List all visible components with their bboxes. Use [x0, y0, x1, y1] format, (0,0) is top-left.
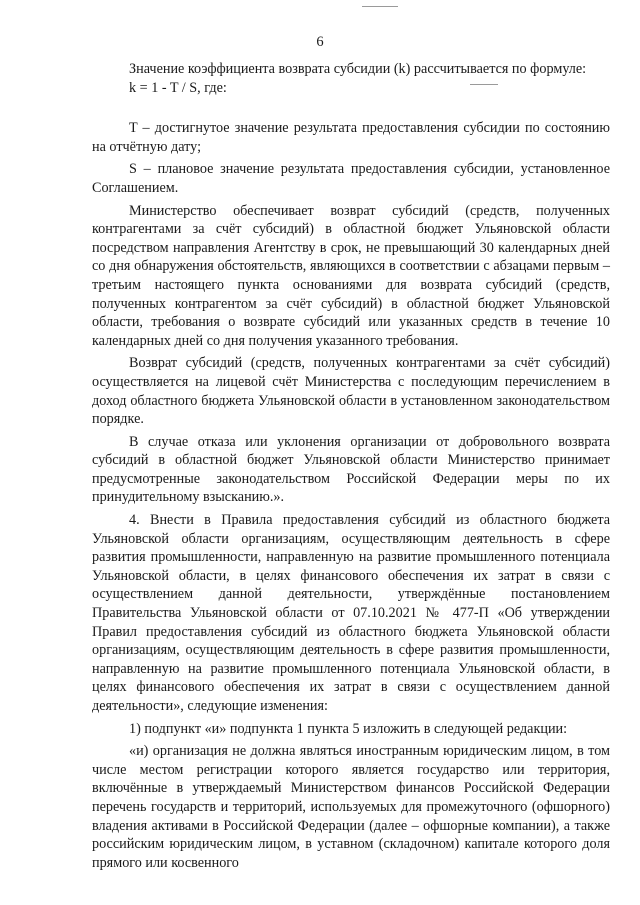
- scan-artifact-top: [362, 6, 398, 7]
- paragraph-refusal: В случае отказа или уклонения организации от добровольного возврата субсидий в областной бюджет Ульяновской области Министерство принимает предусмотренные законодательством Российской Федерации меры по их принудительному взысканию.».: [92, 433, 610, 506]
- paragraph-coefficient-intro: Значение коэффициента возврата субсидии (k) рассчитывается по формуле:: [129, 61, 587, 77]
- paragraph-formula: k = 1 - T / S, где:: [129, 79, 227, 96]
- paragraph-subitem-i: «и) организация не должна являться иностранным юридическим лицом, в том числе местом регистрации которого является государство или территория, включённые в утверждаемый Министерством финансов Российской Федерации перечень государств и территорий, используемых для промежуточного (офшорного) владения активами в Российской Федерации (далее – офшорные компании), а также российским юридическим лицом, в уставном (складочном) капитале которого доля прямого или косвенного: [92, 743, 610, 871]
- document-body: [92, 60, 610, 872]
- paragraph-subitem-1: 1) подпункт «и» подпункта 1 пункта 5 изложить в следующей редакции:: [129, 720, 568, 737]
- paragraph-ministry-return: Министерство обеспечивает возврат субсидий (средств, полученных контрагентами за счёт субсидий) в областной бюджет Ульяновской области посредством направления Агентству в срок, не превышающий 30 календарных дней со дня обнаружения обстоятельств, являющихся в соответствии с абзацами первым – третьим настоящего пункта основаниями для возврата субсидий (средств, полученных контрагентом за счёт субсидий) в областной бюджет Ульяновской области, требования о возврате субсидий или указанных средств в течение 10 календарных дней со дня получения указанного требования.: [92, 202, 610, 349]
- page-number: 6: [316, 34, 324, 50]
- paragraph-s-definition: S – плановое значение результата предоставления субсидии, установленное Соглашением.: [92, 161, 610, 196]
- paragraph-return-account: Возврат субсидий (средств, полученных контрагентами за счёт субсидий) осуществляется на лицевой счёт Министерства с последующим перечислением в доход областного бюджета Ульяновской области в установленном законодательством порядке.: [92, 355, 610, 428]
- paragraph-item-4: 4. Внести в Правила предоставления субсидий из областного бюджета Ульяновской области организациям, осуществляющим деятельность в сфере развития промышленности, направленную на развитие промышленного потенциала Ульяновской области, в целях финансового обеспечения их затрат в связи с осуществлением данной деятельности, утверждённые постановлением Правительства Ульяновской области от 07.10.2021 № 477-П «Об утверждении Правил предоставления субсидий из областного бюджета Ульяновской области организациям, осуществляющим деятельность в сфере развития промышленности, направленную на развитие промышленного потенциала Ульяновской области, в целях финансового обеспечения их затрат в связи с осуществлением данной деятельности», следующие изменения:: [92, 512, 610, 714]
- paragraph-t-definition: T – достигнутое значение результата предоставления субсидии по состоянию на отчётную дату;: [92, 120, 610, 155]
